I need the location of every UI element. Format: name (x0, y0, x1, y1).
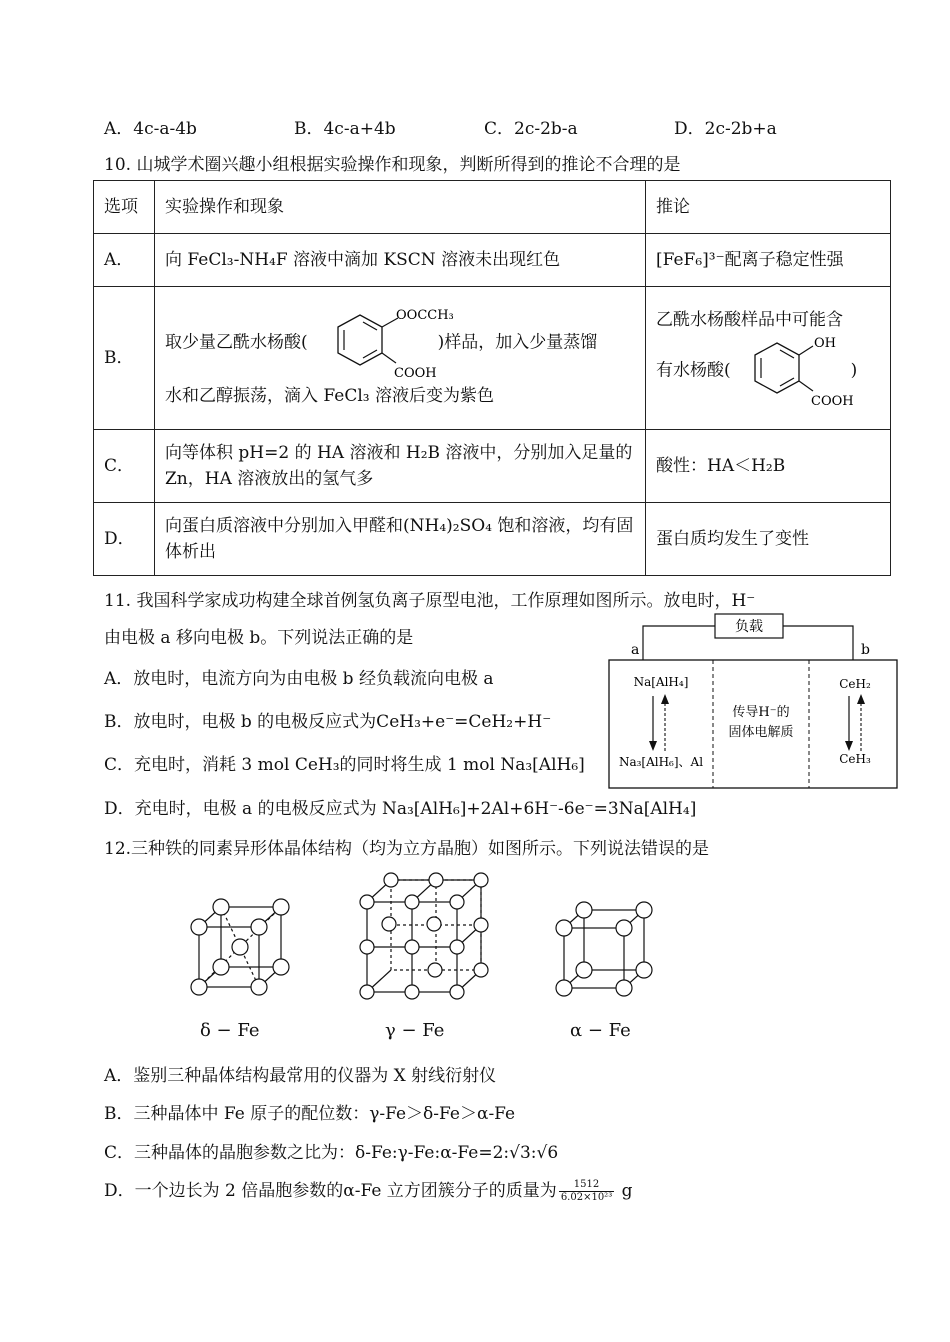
row-key: D． (94, 503, 155, 576)
alpha-fe-label: α − Fe (570, 1020, 631, 1041)
q10-stem: 10. 山城学术圈兴趣小组根据实验操作和现象，判断所得到的推论不合理的是 (104, 155, 681, 175)
q10-header-inference: 推论 (646, 181, 891, 234)
row-key: B． (94, 287, 155, 430)
right-bottom-species: CeH₃ (839, 752, 871, 766)
alpha-fe-cell (550, 900, 660, 1000)
electrolyte-line2: 固体电解质 (728, 725, 794, 740)
row-b-op-line2: 水和乙醇振荡，滴入 FeCl₃ 溶液后变为紫色 (165, 386, 494, 406)
row-operation (155, 287, 646, 430)
left-bottom-species: Na₃[AlH₆]、Al (618, 755, 704, 769)
q12-option-d[interactable] (104, 1176, 633, 1204)
gamma-fe-label: γ − Fe (385, 1020, 445, 1041)
fraction-numerator: 1512 (559, 1179, 614, 1192)
q11-option-a[interactable]: A．放电时，电流方向为由电极 b 经负载流向电极 a (104, 669, 494, 689)
q11-stem-line2: 由电极 a 移向电极 b。下列说法正确的是 (104, 628, 414, 648)
electrode-b-label: b (861, 642, 870, 658)
table-row (94, 503, 891, 576)
left-top-species: Na[AlH₄] (633, 675, 689, 689)
electrode-a-label: a (631, 642, 640, 658)
fraction-denominator: 6.02×10²³ (560, 1192, 613, 1203)
delta-fe-cell (185, 893, 295, 1003)
struct1-bottom-group: COOH (393, 366, 437, 381)
q10-header-option: 选项 (94, 181, 155, 234)
electrolyte-line1: 传导H⁻的 (732, 705, 790, 720)
row-b-inf-line1: 乙酰水杨酸样品中可能含 (656, 310, 843, 330)
salicylic-acid-structure (731, 333, 854, 409)
row-b-inf-pre: 有水杨酸( (656, 360, 731, 381)
acetylsalicylic-acid-structure (308, 305, 454, 381)
row-b-inf-post: ) (850, 360, 858, 381)
right-top-species: CeH₂ (839, 677, 871, 691)
q10-header-operation: 实验操作和现象 (155, 181, 646, 234)
row-operation: 向 FeCl₃-NH₄F 溶液中滴加 KSCN 溶液未出现红色 (155, 234, 646, 287)
row-operation: 向等体积 pH=2 的 HA 溶液和 H₂B 溶液中，分别加入足量的 Zn，HA 溶液放出的氢气多 (155, 430, 646, 503)
row-inference: [FeF₆]³⁻配离子稳定性强 (646, 234, 891, 287)
q12-option-a[interactable]: A．鉴别三种晶体结构最常用的仪器为 X 射线衍射仪 (104, 1066, 497, 1086)
struct2-bottom-group: COOH (810, 394, 854, 409)
q12-stem: 12.三种铁的同素异形体晶体结构（均为立方晶胞）如图所示。下列说法错误的是 (104, 839, 710, 859)
q11-option-b[interactable]: B．放电时，电极 b 的电极反应式为CeH₃+e⁻=CeH₂+H⁻ (104, 712, 552, 732)
row-inference (646, 287, 891, 430)
q12-option-d-pre: D．一个边长为 2 倍晶胞参数的α-Fe 立方团簇分子的质量为 (104, 1181, 557, 1201)
row-key: C． (94, 430, 155, 503)
q9-option-d[interactable]: D．2c-2b+a (674, 119, 777, 139)
row-inference: 蛋白质均发生了变性 (646, 503, 891, 576)
row-key: A． (94, 234, 155, 287)
row-b-op-pre: 取少量乙酰水杨酸( (165, 332, 308, 353)
mass-fraction (559, 1179, 614, 1204)
q12-option-d-post: g (616, 1181, 633, 1201)
gamma-fe-cell (355, 870, 495, 1000)
q11-option-c[interactable]: C．充电时，消耗 3 mol CeH₃的同时将生成 1 mol Na₃[AlH₆] (104, 755, 585, 775)
battery-diagram (605, 608, 900, 792)
load-label: 负载 (735, 619, 763, 635)
table-row (94, 234, 891, 287)
row-b-op-post: )样品，加入少量蒸馏 (437, 332, 598, 353)
q9-option-a[interactable]: A．4c-a-4b (104, 119, 197, 139)
row-inference: 酸性：HA＜H₂B (646, 430, 891, 503)
struct1-top-group: OOCCH₃ (395, 308, 454, 323)
row-operation: 向蛋白质溶液中分别加入甲醛和(NH₄)₂SO₄ 饱和溶液，均有固体析出 (155, 503, 646, 576)
table-row (94, 430, 891, 503)
q9-option-c[interactable]: C．2c-2b-a (484, 119, 578, 139)
table-row (94, 287, 891, 430)
q9-option-b[interactable]: B．4c-a+4b (294, 119, 396, 139)
q11-stem-line1: 11. 我国科学家成功构建全球首例氢负离子原型电池，工作原理如图所示。放电时，H⁻ (104, 591, 756, 611)
q12-option-b[interactable]: B．三种晶体中 Fe 原子的配位数：γ-Fe＞δ-Fe＞α-Fe (104, 1104, 516, 1124)
q12-option-c[interactable]: C．三种晶体的晶胞参数之比为：δ-Fe:γ-Fe:α-Fe=2:√3:√6 (104, 1143, 559, 1163)
delta-fe-label: δ − Fe (200, 1020, 260, 1041)
q10-header-row (94, 181, 891, 234)
q9-options (104, 114, 777, 139)
struct2-top-group: OH (813, 336, 836, 351)
q11-option-d[interactable]: D．充电时，电极 a 的电极反应式为 Na₃[AlH₆]+2Al+6H⁻-6e⁻=3Na[AlH₄] (104, 799, 697, 819)
q10-table (93, 180, 891, 576)
